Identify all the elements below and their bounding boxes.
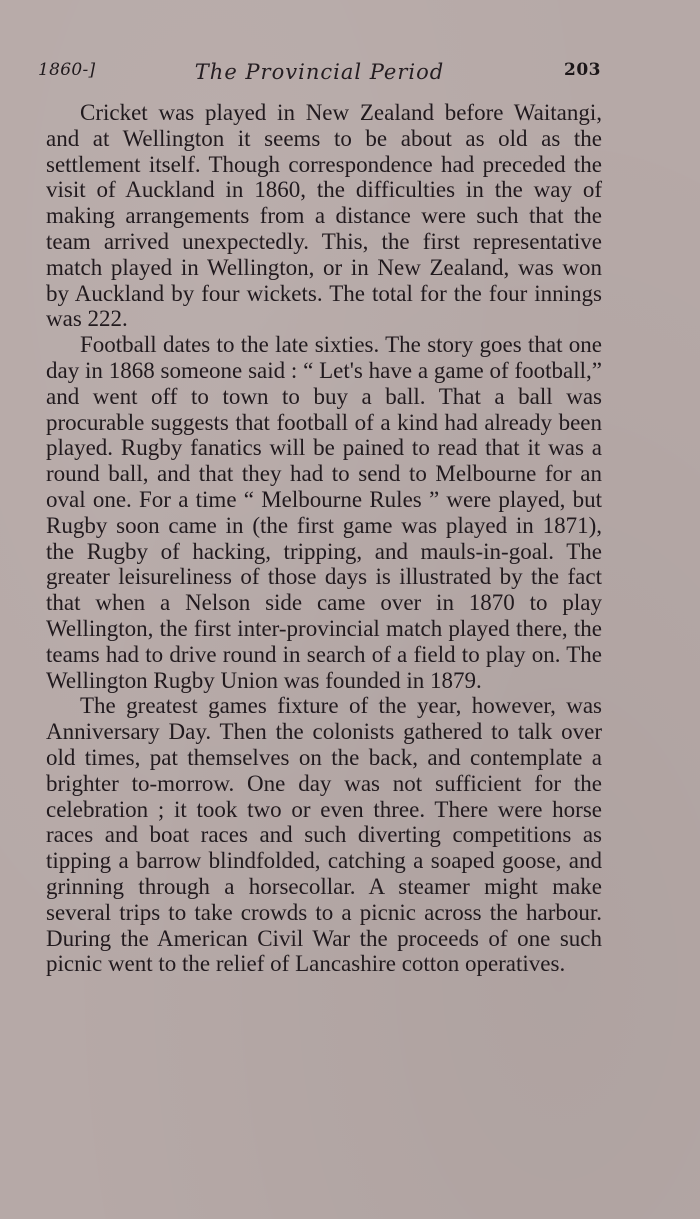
running-title: The Provincial Period — [194, 60, 445, 84]
running-header — [38, 60, 601, 90]
paragraph-cricket: Cricket was played in New Zealand before Waitangi, and at Wellington it seems to be about as old as the settlement itself. Though correspondence had preceded the visit of Auckland in 1860, the difficulties in the way of making arrangements from a distance were such that the team arrived unexpectedly. This, the first representative match played in Wellington, or in New Zealand, was won by Auckland by four wickets. The total for the four innings was 222. — [46, 100, 602, 332]
header-period-label: 1860-] — [38, 60, 96, 80]
paragraph-anniversary-day: The greatest games fixture of the year, however, was Anniversary Day. Then the colonists gathered to talk over old times, pat themselves on the back, and contemplate a brighter to-morrow. One day was not sufficient for the celebration ; it took two or even three. There were horse races and boat races and such diverting competitions as tipping a barrow blindfolded, catching a soaped goose, and grinning through a horsecollar. A steamer might make several trips to take crowds to a picnic across the harbour. During the American Civil War the proceeds of one such picnic went to the relief of Lancashire cotton operatives. — [46, 693, 602, 977]
paragraph-football: Football dates to the late sixties. The story goes that one day in 1868 someone said : “ Let's have a game of football,” and went off to town to buy a ball. That a ball was procurable suggests that football of a kind had already been played. Rugby fanatics will be pained to read that it was a round ball, and that they had to send to Melbourne for an oval one. For a time “ Melbourne Rules ” were played, but Rugby soon came in (the first game was played in 1871), the Rugby of hacking, tripping, and mauls-in-goal. The greater leisureliness of those days is illustrated by the fact that when a Nelson side came over in 1870 to play Wellington, the first inter-provincial match played there, the teams had to drive round in search of a field to play on. The Wellington Rugby Union was founded in 1879. — [46, 332, 602, 693]
body-text — [46, 100, 602, 977]
page-number: 203 — [564, 60, 601, 80]
